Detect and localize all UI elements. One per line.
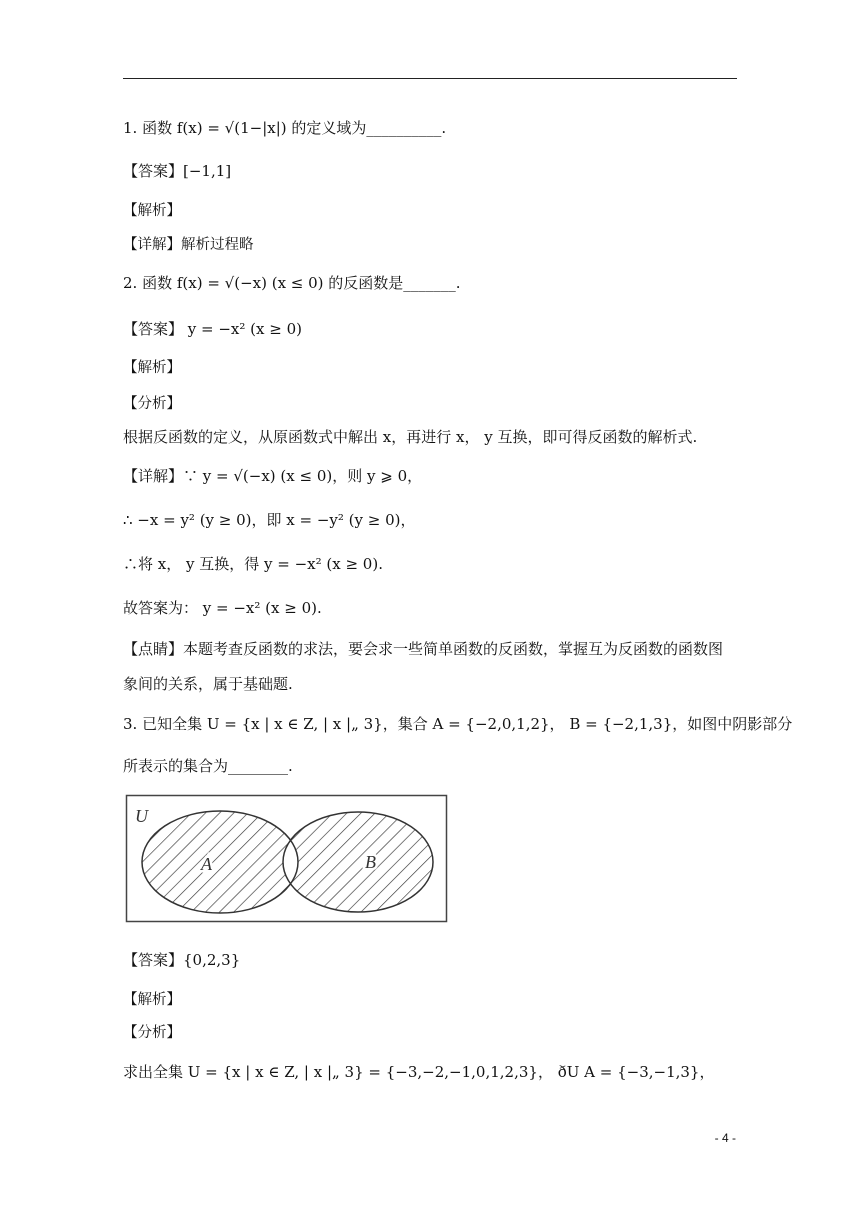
- answer-2: 【答案】 y = −x² (x ≥ 0): [123, 320, 302, 338]
- fenxi-text-3: 求出全集 U = {x | x ∈ Z, | x |„ 3} = {−3,−2,−1,0,1,2,3}， ðU A = {−3,−1,3}，: [123, 1063, 715, 1081]
- fenxi-heading-3: 【分析】: [123, 1025, 181, 1041]
- detail-2-line-4: 故答案为： y = −x² (x ≥ 0).: [123, 599, 322, 617]
- analysis-heading-1: 【解析】: [123, 203, 181, 219]
- answer-1: 【答案】[−1,1]: [123, 162, 232, 180]
- comment-2-line-1: 【点睛】本题考查反函数的求法，要会求一些简单函数的反函数，掌握互为反函数的函数图: [123, 640, 724, 658]
- universal-label: U: [135, 806, 148, 826]
- fenxi-text-2: 根据反函数的定义，从原函数式中解出 x，再进行 x， y 互换，即可得反函数的解析式.: [123, 428, 698, 446]
- fenxi-heading-2: 【分析】: [123, 396, 181, 412]
- comment-2-line-2: 象间的关系，属于基础题.: [123, 675, 293, 693]
- venn-diagram: [125, 794, 451, 930]
- analysis-heading-2: 【解析】: [123, 360, 181, 376]
- set-a-label: A: [201, 854, 212, 874]
- analysis-heading-3: 【解析】: [123, 992, 181, 1008]
- detail-2-line-3: ∴将 x， y 互换，得 y = −x² (x ≥ 0).: [123, 555, 383, 573]
- page-number: - 4 -: [714, 1131, 736, 1145]
- question-1: 1. 函数 f(x) = √(1−|x|) 的定义域为__________.: [123, 119, 447, 137]
- question-3-line-1: 3. 已知全集 U = {x | x ∈ Z, | x |„ 3}，集合 A = {−2,0,1,2}， B = {−2,1,3}，如图中阴影部分: [123, 715, 793, 733]
- answer-3: 【答案】{0,2,3}: [123, 951, 241, 969]
- header-rule: [123, 78, 737, 79]
- detail-2-line-2: ∴ −x = y² (y ≥ 0)，即 x = −y² (y ≥ 0)，: [123, 511, 416, 529]
- detail-1: 【详解】解析过程略: [123, 237, 254, 253]
- detail-2-line-1: 【详解】∵ y = √(−x) (x ≤ 0)，则 y ⩾ 0，: [123, 467, 423, 485]
- question-3-line-2: 所表示的集合为________.: [123, 757, 293, 775]
- set-b-label: B: [365, 852, 376, 872]
- question-2: 2. 函数 f(x) = √(−x) (x ≤ 0) 的反函数是_______.: [123, 274, 461, 292]
